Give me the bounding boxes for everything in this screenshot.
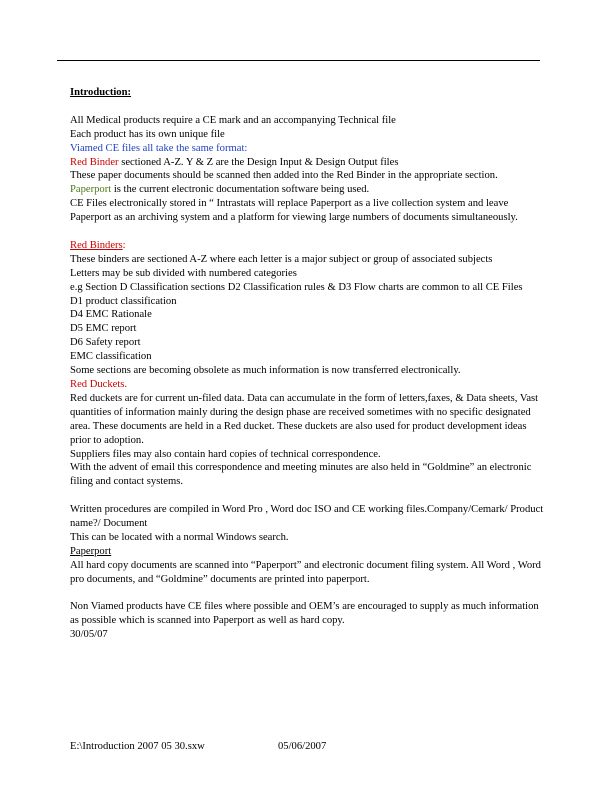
red-binder-term: Red Binder <box>70 156 119 168</box>
written-procedures-paragraph: Written procedures are compiled in Word Pro , Word doc ISO and CE working files.Company/Cemark/ Product name?/ Document <box>70 504 544 530</box>
paperport-heading: Paperport <box>70 545 112 557</box>
suppliers-line: Suppliers files may also contain hard copies of technical correspondence. <box>70 448 381 460</box>
paperport-text: is the current electronic documentation software being used. <box>111 184 370 196</box>
intro-line: Each product has its own unique file <box>70 128 225 140</box>
binder-line: These binders are sectioned A-Z where each letter is a major subject or group of associated subjects <box>70 253 493 265</box>
footer-date: 05/06/2007 <box>278 741 327 752</box>
section-item: D5 EMC report <box>70 323 137 335</box>
paperport-paragraph: All hard copy documents are scanned into “Paperport” and electronic document filing system. All Word , Word pro documents, and “Goldmine” documents are printed into paperport. <box>70 559 541 585</box>
red-binders-title: Red Binders <box>70 239 123 251</box>
section-item: D4 EMC Rationale <box>70 309 152 321</box>
document-date: 30/05/07 <box>70 629 108 641</box>
paperport-term: Paperport <box>70 184 112 196</box>
red-binders-heading <box>70 239 548 253</box>
example-paragraph: e.g Section D Classification sections D2 Classification rules & D3 Flow charts are common to all CE Files <box>70 281 523 293</box>
footer-filepath: E:\Introduction 2007 05 30.sxw <box>70 741 205 752</box>
document-body <box>70 86 548 642</box>
search-line: This can be located with a normal Windows search. <box>70 531 289 543</box>
red-duckets-paragraph: Red duckets are for current un-filed data. Data can accumulate in the form of letters,faxes, & Data sheets, Vast quantities of information mainly during the design phase are received sometimes with no specific designated area. These documents are held in a Red ducket. These duckets are also used for product development ideas prior to adoption. <box>70 392 539 446</box>
red-binders-colon: : <box>122 239 126 251</box>
viamed-format-line: Viamed CE files all take the same format: <box>70 142 248 154</box>
binder-line: Letters may be sub divided with numbered categories <box>70 267 297 279</box>
section-item: EMC classification <box>70 351 152 363</box>
introduction-heading: Introduction: <box>70 87 132 98</box>
obsolete-line: Some sections are becoming obsolete as much information is now transferred electronically. <box>70 365 461 377</box>
paperport-line <box>70 183 548 197</box>
section-item: D6 Safety report <box>70 337 141 349</box>
red-binder-line <box>70 156 548 170</box>
scan-line: These paper documents should be scanned then added into the Red Binder in the appropriate section. <box>70 170 498 182</box>
red-duckets-heading: Red Duckets. <box>70 379 128 390</box>
email-paragraph: With the advent of email this correspondence and meeting minutes are also held in “Goldmine” an electronic filing and contact systems. <box>70 462 532 488</box>
non-viamed-paragraph: Non Viamed products have CE files where possible and OEM’s are encouraged to supply as much information as possible which is scanned into Paperport as well as hard copy. <box>70 601 539 627</box>
ce-files-paragraph: CE Files electronically stored in “ Intrastats will replace Paperport as a live collection system and leave Paperport as an archiving system and a platform for viewing large numbers of documents simultaneously. <box>70 198 518 224</box>
header-rule <box>57 60 540 61</box>
red-binder-text: sectioned A-Z. Y & Z are the Design Input & Design Output files <box>118 156 399 168</box>
section-item: D1 product classification <box>70 295 177 307</box>
intro-line: All Medical products require a CE mark and an accompanying Technical file <box>70 114 396 126</box>
